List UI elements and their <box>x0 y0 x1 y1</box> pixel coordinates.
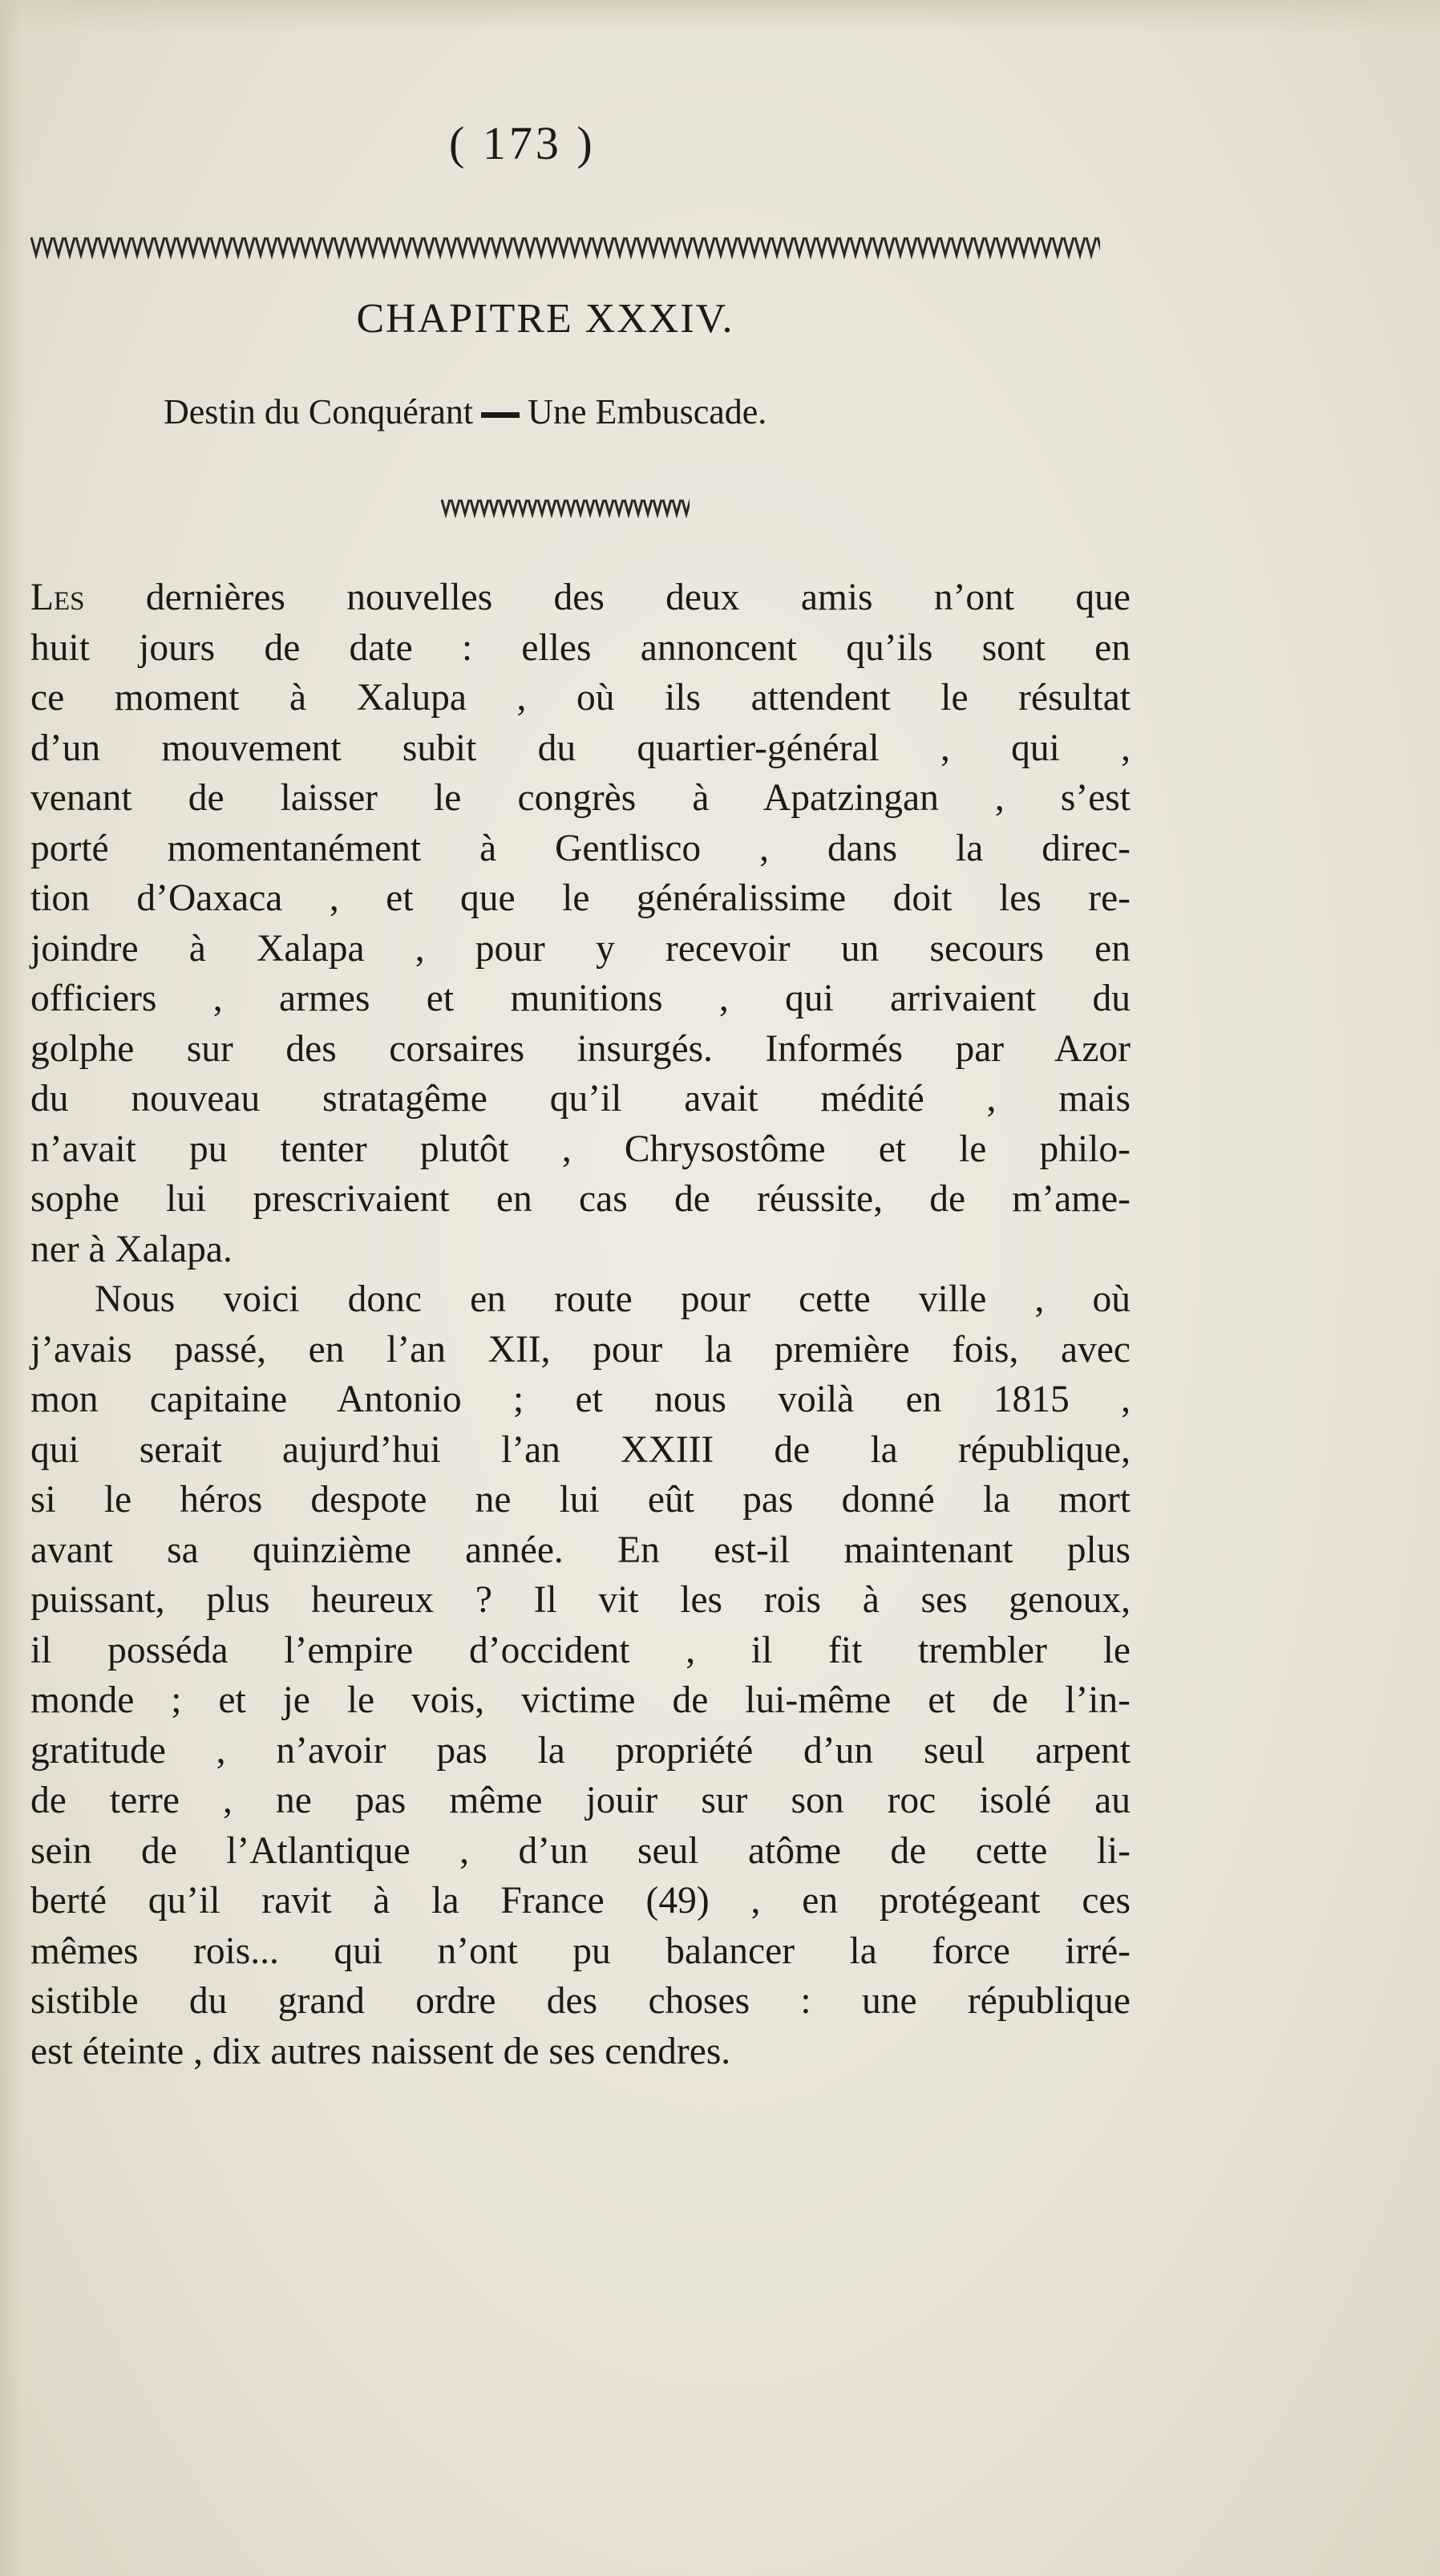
text-line: officiers , armes et munitions , qui arrivaient du <box>30 978 1131 1019</box>
chapter-title: CHAPITRE XXXIV. <box>356 296 734 342</box>
subtitle-part2: Une Embuscade. <box>528 392 767 431</box>
text-line: sistible du grand ordre des choses : une république <box>30 1980 1131 2022</box>
opening-word: Les <box>30 577 85 618</box>
text-line: mon capitaine Antonio ; et nous voilà en 1815 , <box>30 1379 1131 1420</box>
text-line: d’un mouvement subit du quartier-général , qui , <box>30 727 1131 769</box>
text-line: porté momentanément à Gentlisco , dans la direc- <box>30 827 1131 869</box>
text-line: joindre à Xalapa , pour y recevoir un secours en <box>30 927 1131 970</box>
text-line: sophe lui prescrivaient en cas de réussite, de m’ame- <box>30 1178 1131 1220</box>
text-line: mêmes rois... qui n’ont pu balancer la force irré- <box>30 1930 1131 1972</box>
text-line: du nouveau stratagême qu’il avait médité , mais <box>30 1078 1131 1120</box>
text-line: huit jours de date : elles annoncent qu’ils sont en <box>30 626 1131 669</box>
subtitle-part1: Destin du Conquérant <box>164 392 474 431</box>
ornament-rule <box>30 233 1100 260</box>
page-number: ( 173 ) <box>449 117 596 169</box>
text-line: puissant, plus heureux ? Il vit les rois à ses genoux, <box>30 1579 1131 1621</box>
text-line: avant sa quinzième année. En est-il maintenant plus <box>30 1529 1131 1571</box>
text-line: j’avais passé, en l’an XII, pour la première fois, avec <box>30 1328 1131 1371</box>
text-line: n’avait pu tenter plutôt , Chrysostôme et le philo- <box>30 1128 1131 1170</box>
em-dash <box>481 412 520 418</box>
chapter-subtitle <box>164 392 965 431</box>
text-line: ner à Xalapa. <box>30 1228 233 1270</box>
text-line: golphe sur des corsaires insurgés. Informés par Azor <box>30 1027 1131 1070</box>
text-line: de terre , ne pas même jouir sur son roc isolé au <box>30 1780 1131 1821</box>
text-line: qui serait aujurd’hui l’an XXIII de la république, <box>30 1428 1131 1471</box>
text-line: Les dernières nouvelles des deux amis n’ont que <box>30 577 1131 618</box>
text-line: venant de laisser le congrès à Apatzingan , s’est <box>30 777 1131 819</box>
text-line: sein de l’Atlantique , d’un seul atôme de cette li- <box>30 1829 1131 1872</box>
text-line: il posséda l’empire d’occident , il fit trembler le <box>30 1629 1131 1671</box>
text-line: Nous voici donc en route pour cette ville , où <box>95 1278 1131 1320</box>
text-line: tion d’Oaxaca , et que le généralissime doit les re- <box>30 877 1131 919</box>
text-line: est éteinte , dix autres naissent de ses cendres. <box>30 2030 731 2072</box>
text-line: monde ; et je le vois, victime de lui-même et de l’in- <box>30 1679 1131 1721</box>
text-line: berté qu’il ravit à la France (49) , en protégeant ces <box>30 1880 1131 1922</box>
text-line: ce moment à Xalupa , où ils attendent le résultat <box>30 677 1131 719</box>
text-line: gratitude , n’avoir pas la propriété d’un seul arpent <box>30 1729 1131 1772</box>
ornament-small <box>441 496 690 518</box>
body-text <box>30 573 1131 2076</box>
text-line: si le héros despote ne lui eût pas donné la mort <box>30 1479 1131 1521</box>
